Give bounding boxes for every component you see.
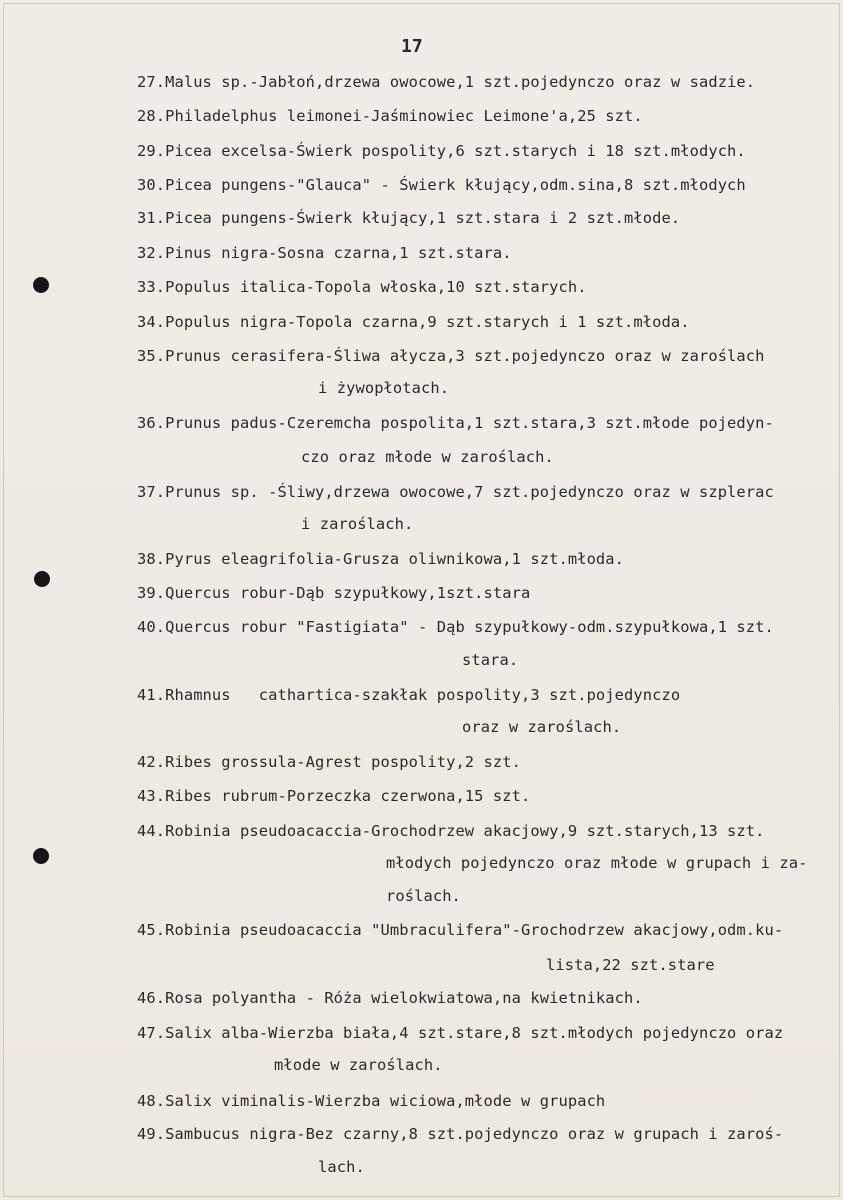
entry-line: 43.Ribes rubrum-Porzeczka czerwona,15 szt. xyxy=(137,787,531,805)
entry-line: 39.Quercus robur-Dąb szypułkowy,1szt.stara xyxy=(137,584,531,602)
entry-line: 27.Malus sp.-Jabłoń,drzewa owocowe,1 szt.pojedynczo oraz w sadzie. xyxy=(137,73,756,91)
entry-line: 28.Philadelphus leimonei-Jaśminowiec Leimone'a,25 szt. xyxy=(137,107,643,125)
entry-continuation: młode w zaroślach. xyxy=(274,1056,443,1074)
entry-continuation: i zaroślach. xyxy=(301,515,414,533)
entry-line: 42.Ribes grossula-Agrest pospolity,2 szt. xyxy=(137,753,522,771)
entry-line: 31.Picea pungens-Świerk kłujący,1 szt.stara i 2 szt.młode. xyxy=(137,209,681,227)
entry-continuation: roślach. xyxy=(386,887,461,905)
entry-line: 41.Rhamnus cathartica-szakłak pospolity,3 szt.pojedynczo xyxy=(137,686,681,704)
entry-line: 30.Picea pungens-"Glauca" - Świerk kłujący,odm.sina,8 szt.młodych xyxy=(137,176,746,194)
entry-continuation: lach. xyxy=(318,1158,365,1176)
entry-line: 38.Pyrus eleagrifolia-Grusza oliwnikowa,1 szt.młoda. xyxy=(137,550,625,568)
entry-line: 29.Picea excelsa-Świerk pospolity,6 szt.starych i 18 szt.młodych. xyxy=(137,142,746,160)
entry-line: 46.Rosa polyantha - Róża wielokwiatowa,na kwietnikach. xyxy=(137,989,643,1007)
punch-hole xyxy=(33,848,49,864)
entry-continuation: i żywopłotach. xyxy=(318,379,450,397)
entry-line: 35.Prunus cerasifera-Śliwa ałycza,3 szt.pojedynczo oraz w zaroślach xyxy=(137,347,765,365)
entry-continuation: stara. xyxy=(462,651,519,669)
entry-line: 34.Populus nigra-Topola czarna,9 szt.starych i 1 szt.młoda. xyxy=(137,313,690,331)
entry-line: 47.Salix alba-Wierzba biała,4 szt.stare,8 szt.młodych pojedynczo oraz xyxy=(137,1024,784,1042)
page-number: 17 xyxy=(401,36,423,57)
entry-line: 40.Quercus robur "Fastigiata" - Dąb szypułkowy-odm.szypułkowa,1 szt. xyxy=(137,618,774,636)
punch-hole xyxy=(33,277,49,293)
entry-continuation: lista,22 szt.stare xyxy=(546,956,715,974)
entry-line: 44.Robinia pseudoacaccia-Grochodrzew akacjowy,9 szt.starych,13 szt. xyxy=(137,822,765,840)
punch-hole xyxy=(34,571,50,587)
entry-line: 48.Salix viminalis-Wierzba wiciowa,młode w grupach xyxy=(137,1092,606,1110)
entry-line: 32.Pinus nigra-Sosna czarna,1 szt.stara. xyxy=(137,244,512,262)
entry-line: 36.Prunus padus-Czeremcha pospolita,1 szt.stara,3 szt.młode pojedyn- xyxy=(137,414,774,432)
entry-continuation: oraz w zaroślach. xyxy=(462,718,622,736)
entry-continuation: czo oraz młode w zaroślach. xyxy=(301,448,554,466)
entry-line: 33.Populus italica-Topola włoska,10 szt.starych. xyxy=(137,278,587,296)
entry-continuation: młodych pojedynczo oraz młode w grupach i za- xyxy=(386,854,808,872)
entry-line: 49.Sambucus nigra-Bez czarny,8 szt.pojedynczo oraz w grupach i zaroś- xyxy=(137,1125,784,1143)
entry-line: 37.Prunus sp. -Śliwy,drzewa owocowe,7 szt.pojedynczo oraz w szplerac xyxy=(137,483,774,501)
entry-line: 45.Robinia pseudoacaccia "Umbraculifera"-Grochodrzew akacjowy,odm.ku- xyxy=(137,921,784,939)
